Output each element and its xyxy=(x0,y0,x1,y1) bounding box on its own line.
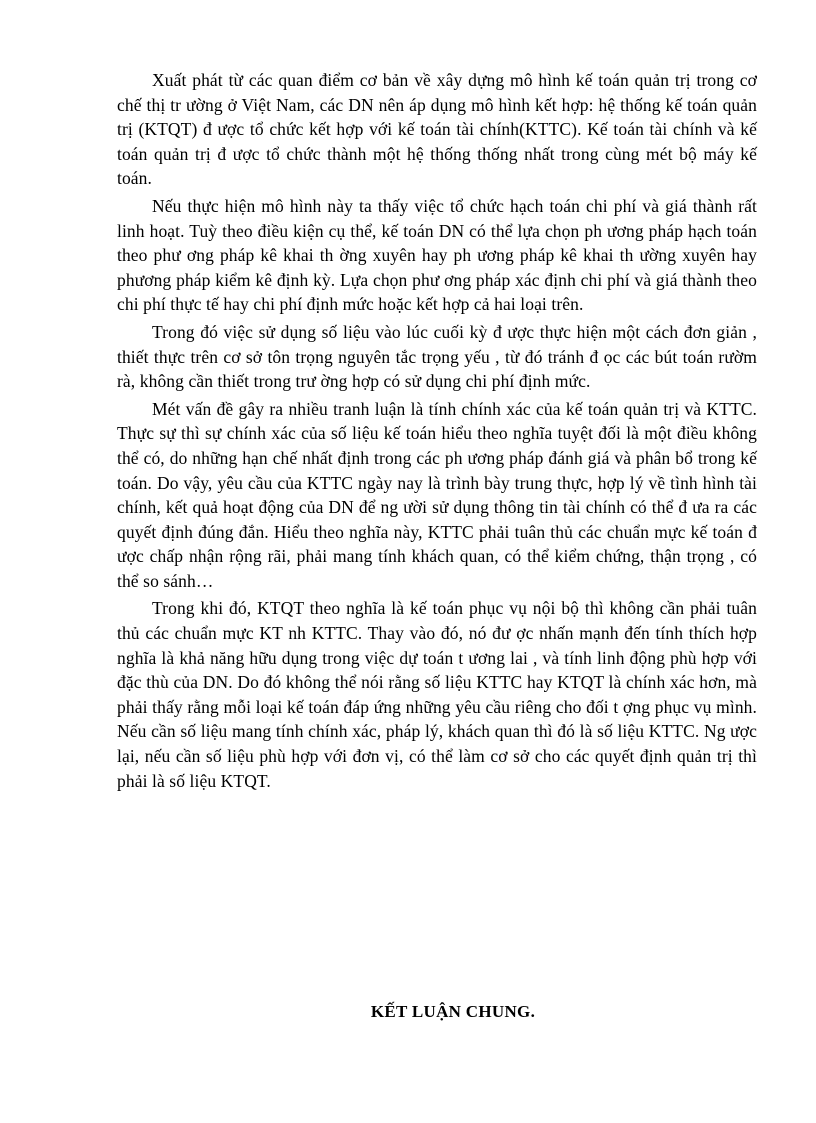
paragraph-4: Mét vấn đề gây ra nhiều tranh luận là tính chính xác của kế toán quản trị và KTTC. Thực sự thì sự chính xác của số liệu kế toán hiểu theo nghĩa tuyệt đối là một điều không thể có, do những hạn chế nhất định trong các ph ương pháp đánh giá và phân bổ trong kế toán. Do vậy, yêu cầu của KTTC ngày nay là trình bày trung thực, hợp lý về tình hình tài chính, kết quả hoạt động của DN để ng ười sử dụng thông tin tài chính có thể đ ưa ra các quyết định đúng đắn. Hiểu theo nghĩa này, KTTC phải tuân thủ các chuẩn mực kế toán đ ược chấp nhận rộng rãi, phải mang tính khách quan, có thể kiểm chứng, thận trọng , có thể so sánh… xyxy=(117,398,757,591)
paragraph-5: Trong khi đó, KTQT theo nghĩa là kế toán phục vụ nội bộ thì không cần phải tuân thủ các chuẩn mực KT nh KTTC. Thay vào đó, nó đư ợc nhấn mạnh đến tính thích hợp nghĩa là khả năng hữu dụng trong việc dự toán t ương lai , và tính linh động phù hợp với đặc thù của DN. Do đó không thể nói rằng số liệu KTTC hay KTQT là chính xác hơn, mà phải thấy rằng mỗi loại kế toán đáp ứng những yêu cầu riêng cho đối t ợng phục vụ mình. Nếu cần số liệu mang tính chính xác, pháp lý, khách quan thì đó là số liệu KTTC. Ng ược lại, nếu cần số liệu phù hợp với đơn vị, có thể làm cơ sở cho các quyết định quản trị thì phải là số liệu KTQT. xyxy=(117,598,757,791)
closing-heading: KẾT LUẬN CHUNG. xyxy=(370,1002,536,1021)
paragraph-3: Trong đó việc sử dụng số liệu vào lúc cuối kỳ đ ược thực hiện một cách đơn giản , thiết thực trên cơ sở tôn trọng nguyên tắc trọng yếu , từ đó tránh đ ọc các bút toán rườm rà, không cần thiết trong trư ờng hợp có sử dụng chi phí định mức. xyxy=(117,321,757,392)
paragraph-1: Xuất phát từ các quan điểm cơ bản về xây dựng mô hình kế toán quản trị trong cơ chế thị tr ường ở Việt Nam, các DN nên áp dụng mô hình kết hợp: hệ thống kế toán quản trị (KTQT) đ ược tổ chức kết hợp với kế toán tài chính(KTTC). Kế toán tài chính và kế toán quản trị đ ược tổ chức thành một hệ thống thống nhất trong cùng mét bộ máy kế toán. xyxy=(117,70,757,189)
paragraph-2: Nếu thực hiện mô hình này ta thấy việc tổ chức hạch toán chi phí và giá thành rất linh hoạt. Tuỳ theo điều kiện cụ thể, kế toán DN có thể lựa chọn ph ương pháp hạch toán theo phư ơng pháp kê khai th ờng xuyên hay ph ương pháp kê khai th ường xuyên hay phương pháp kiểm kê định kỳ. Lựa chọn phư ơng pháp xác định chi phí và giá thành theo chi phí thực tế hay chi phí định mức hoặc kết hợp cả hai loại trên. xyxy=(117,195,757,315)
document-body xyxy=(117,68,757,796)
